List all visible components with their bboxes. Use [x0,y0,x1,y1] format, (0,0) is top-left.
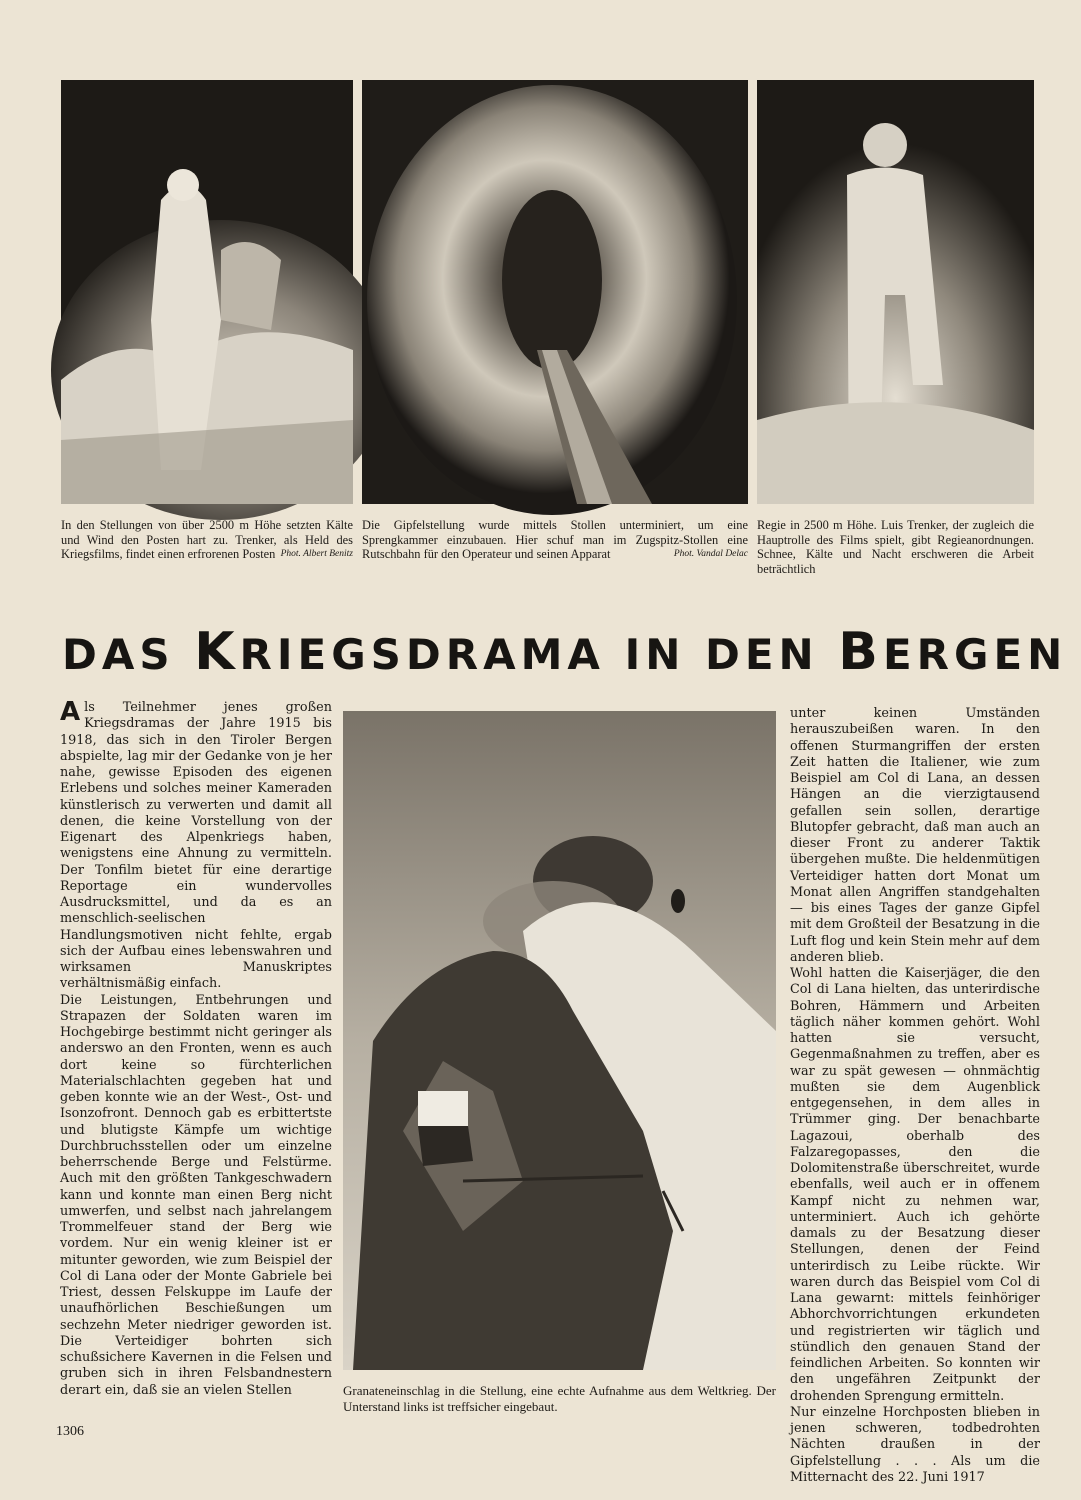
photo-tunnel [362,80,748,504]
photo-caption [61,518,353,562]
article-paragraph: Wohl hatten die Kaiserjäger, die den Col di Lana hielten, das unterirdische Bohren, Hämmern und Arbeiten täglich näher kommen gehört. Wohl hatten sie versucht, Gegenmaßnahmen zu treffen, aber es war zu spät gewesen — ohnmächtig mußten sie dem Augenblick entgegensehen, in dem alles in Trümmer ging. Der benachbarte Lagazoui, oberhalb des Falzaregopasses, den die Dolomitenstraße überschreitet, wurde ebenfalls, weil auch er in offenem Kampf nicht zu nehmen war, unterminiert. Auch ich gehörte damals zu der Besatzung dieser Stellungen, denen der Feind unterirdisch zu Leibe rückte. Wir waren durch das Beispiel vom Col di Lana gewarnt: mittels feinhöriger Abhorchvorrichtungen erkundeten und registrierten wir täglich und stündlich den genauen Stand der feindlichen Arbeiten. So konnten wir den ungefähren Zeitpunkt der drohenden Sprengung ermitteln. [790,966,1040,1404]
drop-cap: A [60,697,81,727]
article-paragraph: Die Leistungen, Entbehrungen und Strapazen der Soldaten waren im Hochgebirge bestimmt nicht geringer als anderswo an den Fronten, wenn es auch dort keine so fürchterlichen Materialschlachten gegeben hat und geben konnte wie an der West-, Ost- und Isonzofront. Dennoch gab es erbittertste und blutigste Kämpfe um wichtige Durchbruchsstellen oder um einzelne beherrschende Berge und Felstürme. Auch mit den größten Tankgeschwadern kann und konnte man einen Berg nicht umwerfen, und selbst nach jahrelangem Trommelfeuer stand der Berg wie vordem. Nur ein wenig kleiner ist er mitunter geworden, wie zum Beispiel der Col di Lana oder der Monte Gabriele bei Triest, dessen Felskuppe im Laufe der unaufhörlichen Beschießungen um sechzehn Meter niedriger geworden ist. Die Verteidiger bohrten sich schußsichere Kavernen in die Felsen und gruben sich in ihren Felsbandnestern derart ein, daß sie an vielen Stellen [60,992,332,1398]
article-paragraph: unter keinen Umständen herauszubeißen waren. In den offenen Sturmangriffen der ersten Zeit hatten die Italiener, wie zum Beispiel am Col di Lana, an dessen Hängen an die vierzigtausend gefallen sein sollen, derartige Blutopfer gebracht, daß man auch an dieser Front zu anderer Taktik übergehen mußte. Die heldenmütigen Verteidiger hatten dort Monat um Monat allen Angriffen standgehalten — bis eines Tages der ganze Gipfel mit dem Großteil der Besatzung in die Luft flog und kein Stein mehr auf dem anderen blieb. [790,706,1040,965]
article-column-right [790,706,1040,1485]
main-photo-caption: Granateneinschlag in die Stellung, eine echte Aufnahme aus dem Weltkrieg. Der Unterstand links ist treffsicher eingebaut. [343,1383,776,1414]
article-paragraph: Nur einzelne Horchposten blieben in jenen schweren, todbedrohten Nächten draußen in der Gipfelstellung . . . Als um die Mitternacht des 22. Juni 1917 [790,1404,1040,1485]
headline-initial: B [838,622,883,682]
article-paragraph [60,697,332,993]
article-column-left [60,697,332,1420]
caption-text: In den Stellungen von über 2500 m Höhe setzten Kälte und Wind den Posten hart zu. Trenker, als Held des Kriegsfilms, findet einen erfrorenen Posten [61,518,353,562]
headline-word: ERGEN [882,630,1068,679]
photo-caption [757,518,1034,576]
photo-frozen-sentry [61,80,353,504]
article-headline [62,622,1068,682]
photo-caption [362,518,748,562]
caption-text: Regie in 2500 m Höhe. Luis Trenker, der zugleich die Hauptrolle des Films spielt, gibt Regieanordnungen. Schnee, Kälte und Nacht erschweren die Arbeit beträchtlich [757,518,1034,576]
headline-word: DAS [62,630,175,679]
page-number: 1306 [56,1424,84,1439]
photo-shell-impact [343,711,776,1370]
photo-director-trenker [757,80,1034,504]
headline-initial: K [194,622,240,682]
paragraph-text: ls Teilnehmer jenes großen Kriegsdramas der Jahre 1915 bis 1918, das sich in den Tiroler Bergen abspielte, lag mir der Gedanke von je her nahe, gewisse Episoden des eigenen Erlebens und solches meiner Kameraden künstlerisch zu verwerten und damit all denen, die keine Vorstellung von der Eigenart des Alpenkriegs haben, wenigstens eine Ahnung zu vermitteln. Der Tonfilm bietet für eine derartige Reportage ein wundervolles Ausdrucksmittel, und da es an menschlich-seelischen Handlungsmotiven nicht fehlte, ergab sich der Aufbau eines lebenswahren und wirksamen Manuskriptes verhältnismäßig einfach. [60,700,332,992]
photo-credit: Phot. Albert Benitz [280,549,353,560]
photo-credit: Phot. Vandal Delac [673,549,748,560]
headline-word: RIEGSDRAMA [239,630,605,679]
caption-text: Die Gipfelstellung wurde mittels Stollen unterminiert, um eine Sprengkammer einzubauen. Hier schuf man im Zugspitz-Stollen eine Rutschbahn für den Operateur und seinen Apparat [362,518,748,562]
headline-word: IN DEN [624,630,819,679]
